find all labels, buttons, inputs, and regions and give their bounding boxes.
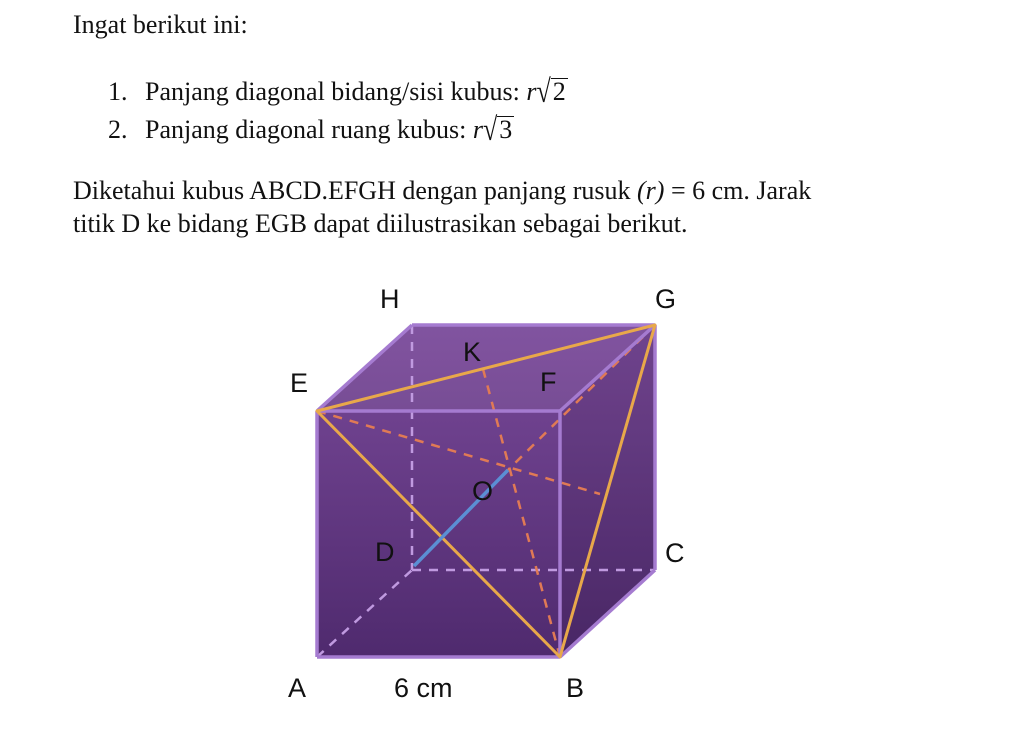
formula-variable: r bbox=[472, 115, 483, 144]
list-text: Panjang diagonal ruang kubus: bbox=[145, 115, 467, 144]
label-k: K bbox=[463, 337, 482, 367]
label-g: G bbox=[655, 284, 677, 314]
sqrt-radicand: 2 bbox=[552, 77, 566, 106]
list-number: 2. bbox=[108, 115, 128, 144]
intro-text: Ingat berikut ini: bbox=[73, 10, 248, 39]
label-c: C bbox=[665, 538, 685, 568]
label-b: B bbox=[566, 673, 585, 703]
label-d: D bbox=[375, 537, 395, 567]
edge-length-label: 6 cm bbox=[394, 673, 453, 703]
para-line1-a: Diketahui kubus ABCD.EFGH dengan panjang rusuk bbox=[73, 176, 638, 205]
label-a: A bbox=[288, 673, 307, 703]
sqrt-symbol: √2 bbox=[536, 73, 566, 110]
formula-variable: r bbox=[526, 77, 537, 106]
label-h: H bbox=[380, 284, 400, 314]
para-line2: titik D ke bidang EGB dapat diilustrasikan sebagai berikut. bbox=[73, 209, 688, 238]
label-e: E bbox=[290, 368, 309, 398]
label-o: O bbox=[472, 476, 494, 506]
list-number: 1. bbox=[108, 77, 128, 106]
sqrt-symbol: √3 bbox=[482, 111, 513, 148]
list-text: Panjang diagonal bidang/sisi kubus: bbox=[145, 77, 520, 106]
para-line1-b: = 6 cm. Jarak bbox=[664, 176, 812, 205]
para-var: (r) bbox=[637, 176, 665, 205]
label-f: F bbox=[540, 367, 557, 397]
sqrt-radicand: 3 bbox=[499, 115, 513, 144]
